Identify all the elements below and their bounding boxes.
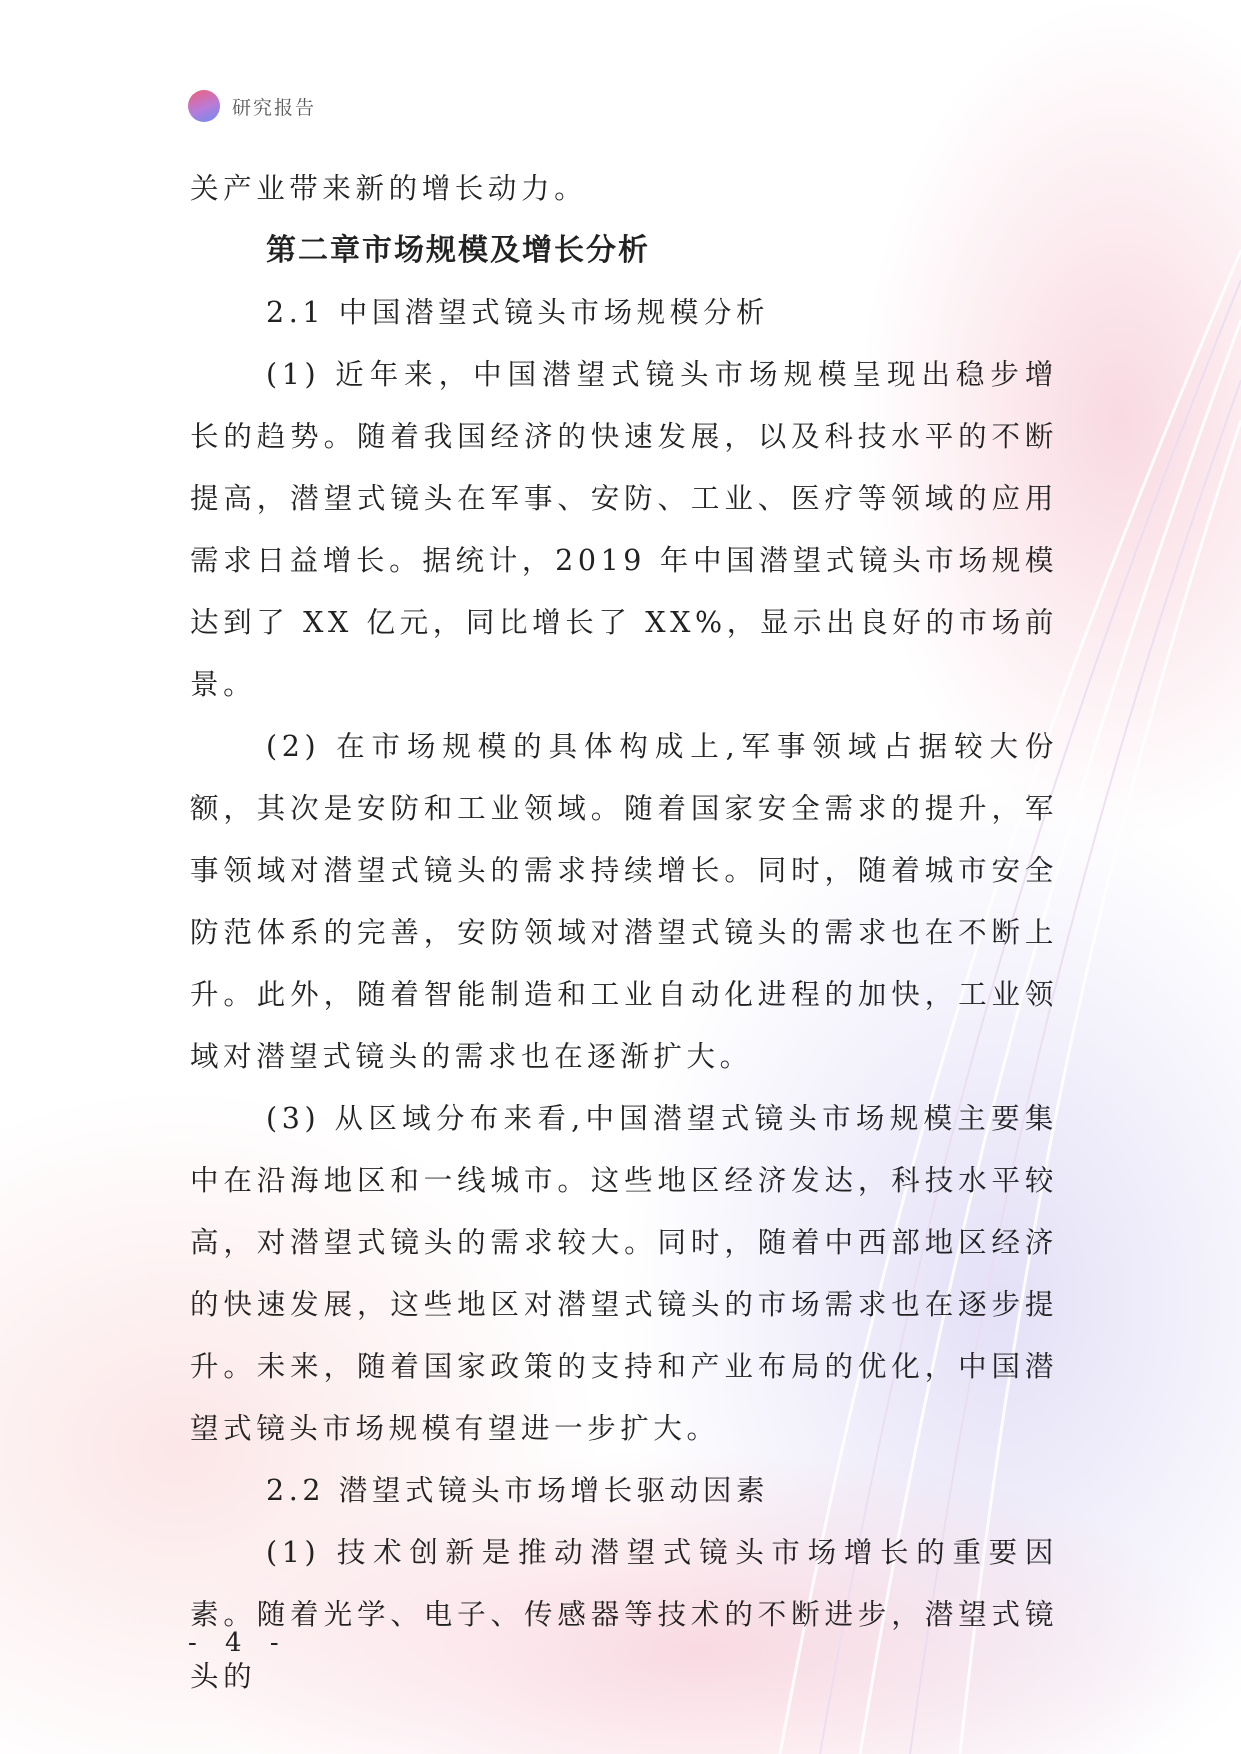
logo-circle-icon [188,90,220,122]
continuation-text: 关产业带来新的增长动力。 [190,172,588,205]
page-number: - 4 - [188,1628,289,1658]
chapter-title: 第二章市场规模及增长分析 [266,233,650,268]
paragraph: (2) 在市场规模的具体构成上,军事领域占据较大份额，其次是安防和工业领域。随着国家安全需求的提升，军事领域对潜望式镜头的需求持续增长。同时，随着城市安全防范体系的完善，安防领域对潜望式镜头的需求也在不断上升。此外，随着智能制造和工业自动化进程的加快，工业领域对潜望式镜头的需求也在逐渐扩大。 [190,730,1058,1073]
header-title: 研究报告 [232,96,317,119]
section-heading: 2.2 潜望式镜头市场增长驱动因素 [266,1474,770,1507]
section-heading: 2.1 中国潜望式镜头市场规模分析 [266,296,770,329]
paragraph: (1) 技术创新是推动潜望式镜头市场增长的重要因素。随着光学、电子、传感器等技术的不断进步，潜望式镜头的 [190,1536,1058,1693]
document-body [190,158,1058,1708]
paragraph: (3) 从区域分布来看,中国潜望式镜头市场规模主要集中在沿海地区和一线城市。这些地区经济发达，科技水平较高，对潜望式镜头的需求较大。同时，随着中西部地区经济的快速发展，这些地区对潜望式镜头的市场需求也在逐步提升。未来，随着国家政策的支持和产业布局的优化，中国潜望式镜头市场规模有望进一步扩大。 [190,1102,1058,1445]
paragraph: (1) 近年来，中国潜望式镜头市场规模呈现出稳步增长的趋势。随着我国经济的快速发展，以及科技水平的不断提高，潜望式镜头在军事、安防、工业、医疗等领域的应用需求日益增长。据统计，2019 年中国潜望式镜头市场规模达到了 XX 亿元，同比增长了 XX%，显示出良好的市场前景。 [190,358,1058,701]
report-header [188,89,316,123]
